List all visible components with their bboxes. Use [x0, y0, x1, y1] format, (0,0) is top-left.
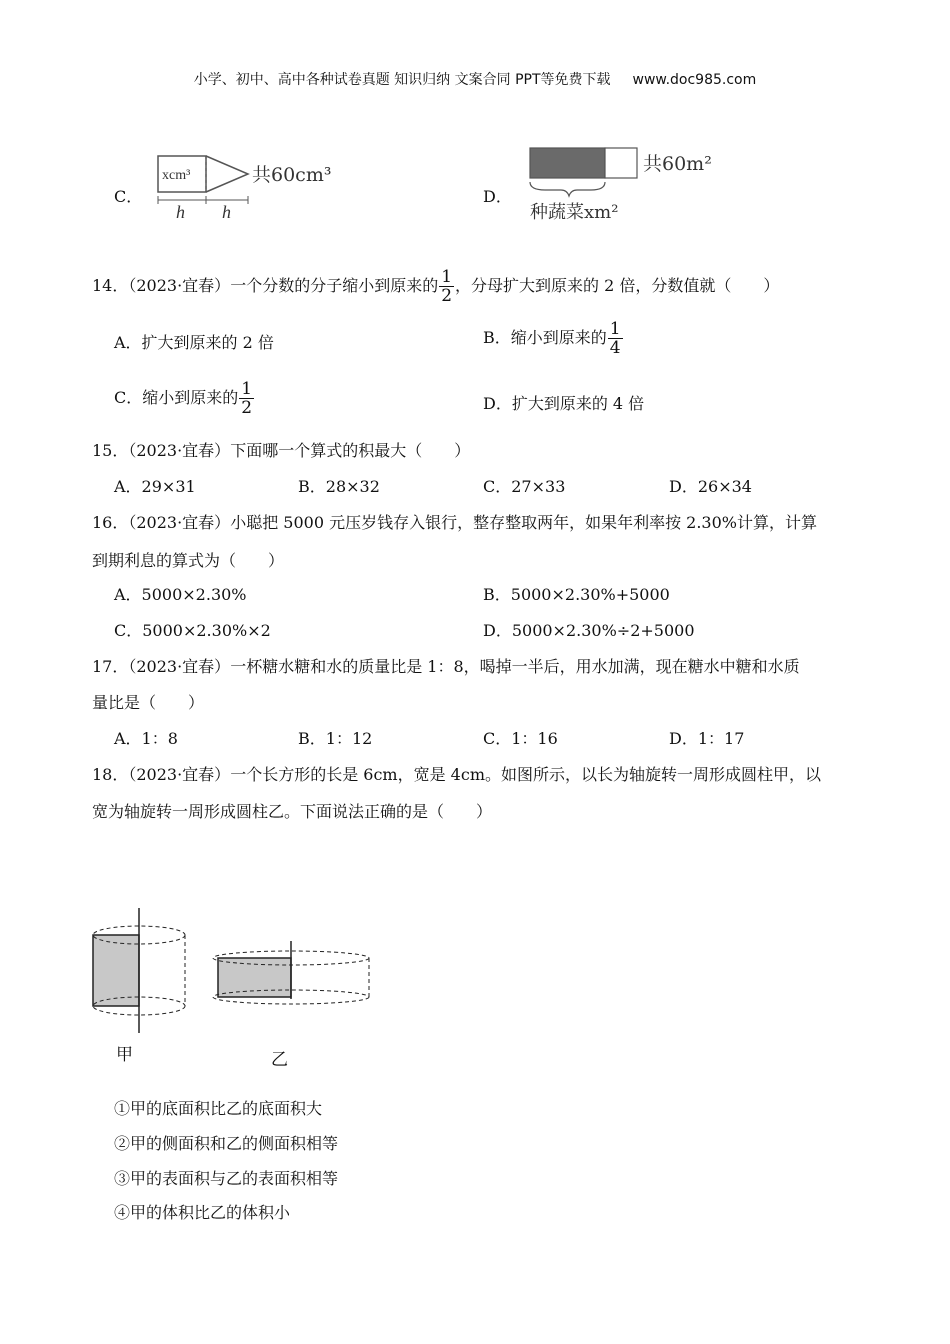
- cylinder-yi-label: 乙: [271, 1050, 288, 1070]
- q14-option-b-fraction: $\frac{1}{4}$: [609, 319, 621, 358]
- q15-stem: 15．（2023·宜春）下面哪一个算式的积最大（ ）: [92, 441, 471, 460]
- cylinder-jia: [93, 908, 185, 1033]
- q18-statement-2: ②甲的侧面积和乙的侧面积相等: [114, 1134, 339, 1153]
- q18-statement-1: ①甲的底面积比乙的底面积大: [114, 1099, 323, 1118]
- q17-option-d[interactable]: D．1：17: [669, 729, 745, 748]
- q14-option-d[interactable]: D．扩大到原来的 4 倍: [483, 394, 645, 413]
- page-header: [0, 69, 950, 89]
- q16-option-d[interactable]: D．5000×2.30%÷2+5000: [483, 621, 695, 640]
- q13-c-box-text: xcm³: [162, 168, 191, 183]
- q17-option-b[interactable]: B．1：12: [298, 729, 373, 748]
- q16-option-c[interactable]: C．5000×2.30%×2: [114, 621, 271, 640]
- q15-option-b[interactable]: B．28×32: [298, 477, 380, 496]
- q15-option-c[interactable]: C．27×33: [483, 477, 566, 496]
- q13-option-d-figure: [525, 140, 725, 228]
- q14-stem: [92, 268, 779, 305]
- q18-statement-4: ④甲的体积比乙的体积小: [114, 1203, 291, 1222]
- q14-stem-before: 一个分数的分子缩小到原来的: [230, 276, 439, 295]
- q15-option-d[interactable]: D．26×34: [669, 477, 752, 496]
- q13-option-c-figure: [142, 148, 357, 226]
- q14-source: （2023·宜春）: [128, 276, 231, 295]
- cylinder-yi: [213, 941, 369, 1004]
- q16-option-b[interactable]: B．5000×2.30%+5000: [483, 585, 670, 604]
- q16-stem-line2: 到期利息的算式为（ ）: [92, 551, 285, 570]
- q17-option-c[interactable]: C．1：16: [483, 729, 558, 748]
- q14-stem-fraction: $\frac{1}{2}$: [441, 267, 453, 306]
- q17-stem-line2: 量比是（ ）: [92, 693, 205, 712]
- q14-option-c[interactable]: C．缩小到原来的 $\frac{1}{2}$: [114, 379, 253, 418]
- q13-c-h1: h: [176, 202, 185, 222]
- q13-option-c-label[interactable]: C．: [114, 187, 143, 206]
- q13-c-total: 共60cm³: [252, 164, 332, 186]
- q17-option-a[interactable]: A．1：8: [114, 729, 178, 748]
- q16-stem-line1: 16．（2023·宜春）小聪把 5000 元压岁钱存入银行，整存整取两年，如果年利率按 2.30%计算，计算: [92, 513, 817, 532]
- q18-stem-line1: 18．（2023·宜春）一个长方形的长是 6cm，宽是 4cm。如图所示，以长为轴旋转一周形成圆柱甲，以: [92, 765, 821, 784]
- q14-number: 14．: [92, 276, 129, 295]
- q17-stem-line1: 17．（2023·宜春）一杯糖水糖和水的质量比是 1：8，喝掉一半后，用水加满，现在糖水中糖和水质: [92, 657, 800, 676]
- q13-c-h2: h: [222, 202, 231, 222]
- q18-stem-line2: 宽为轴旋转一周形成圆柱乙。下面说法正确的是（ ）: [92, 802, 493, 821]
- q14-option-c-fraction: $\frac{1}{2}$: [241, 379, 253, 418]
- q14-option-b[interactable]: B．缩小到原来的 $\frac{1}{4}$: [483, 319, 621, 358]
- q13-d-brace-text: 种蔬菜xm²: [530, 202, 619, 223]
- q16-option-a[interactable]: A．5000×2.30%: [114, 585, 247, 604]
- q18-cylinder-figure: [88, 905, 388, 1035]
- header-text: 小学、初中、高中各种试卷真题 知识归纳 文案合同 PPT等免费下载: [193, 72, 611, 88]
- q13-option-d-label[interactable]: D．: [483, 187, 512, 206]
- q13-d-total: 共60m²: [643, 153, 712, 175]
- cylinder-jia-label: 甲: [116, 1045, 133, 1065]
- q14-option-a[interactable]: A．扩大到原来的 2 倍: [114, 333, 274, 352]
- q15-option-a[interactable]: A．29×31: [114, 477, 196, 496]
- q14-stem-after: ，分母扩大到原来的 2 倍，分数值就（ ）: [455, 276, 780, 295]
- header-url[interactable]: www.doc985.com: [632, 72, 757, 88]
- q18-statement-3: ③甲的表面积与乙的表面积相等: [114, 1169, 339, 1188]
